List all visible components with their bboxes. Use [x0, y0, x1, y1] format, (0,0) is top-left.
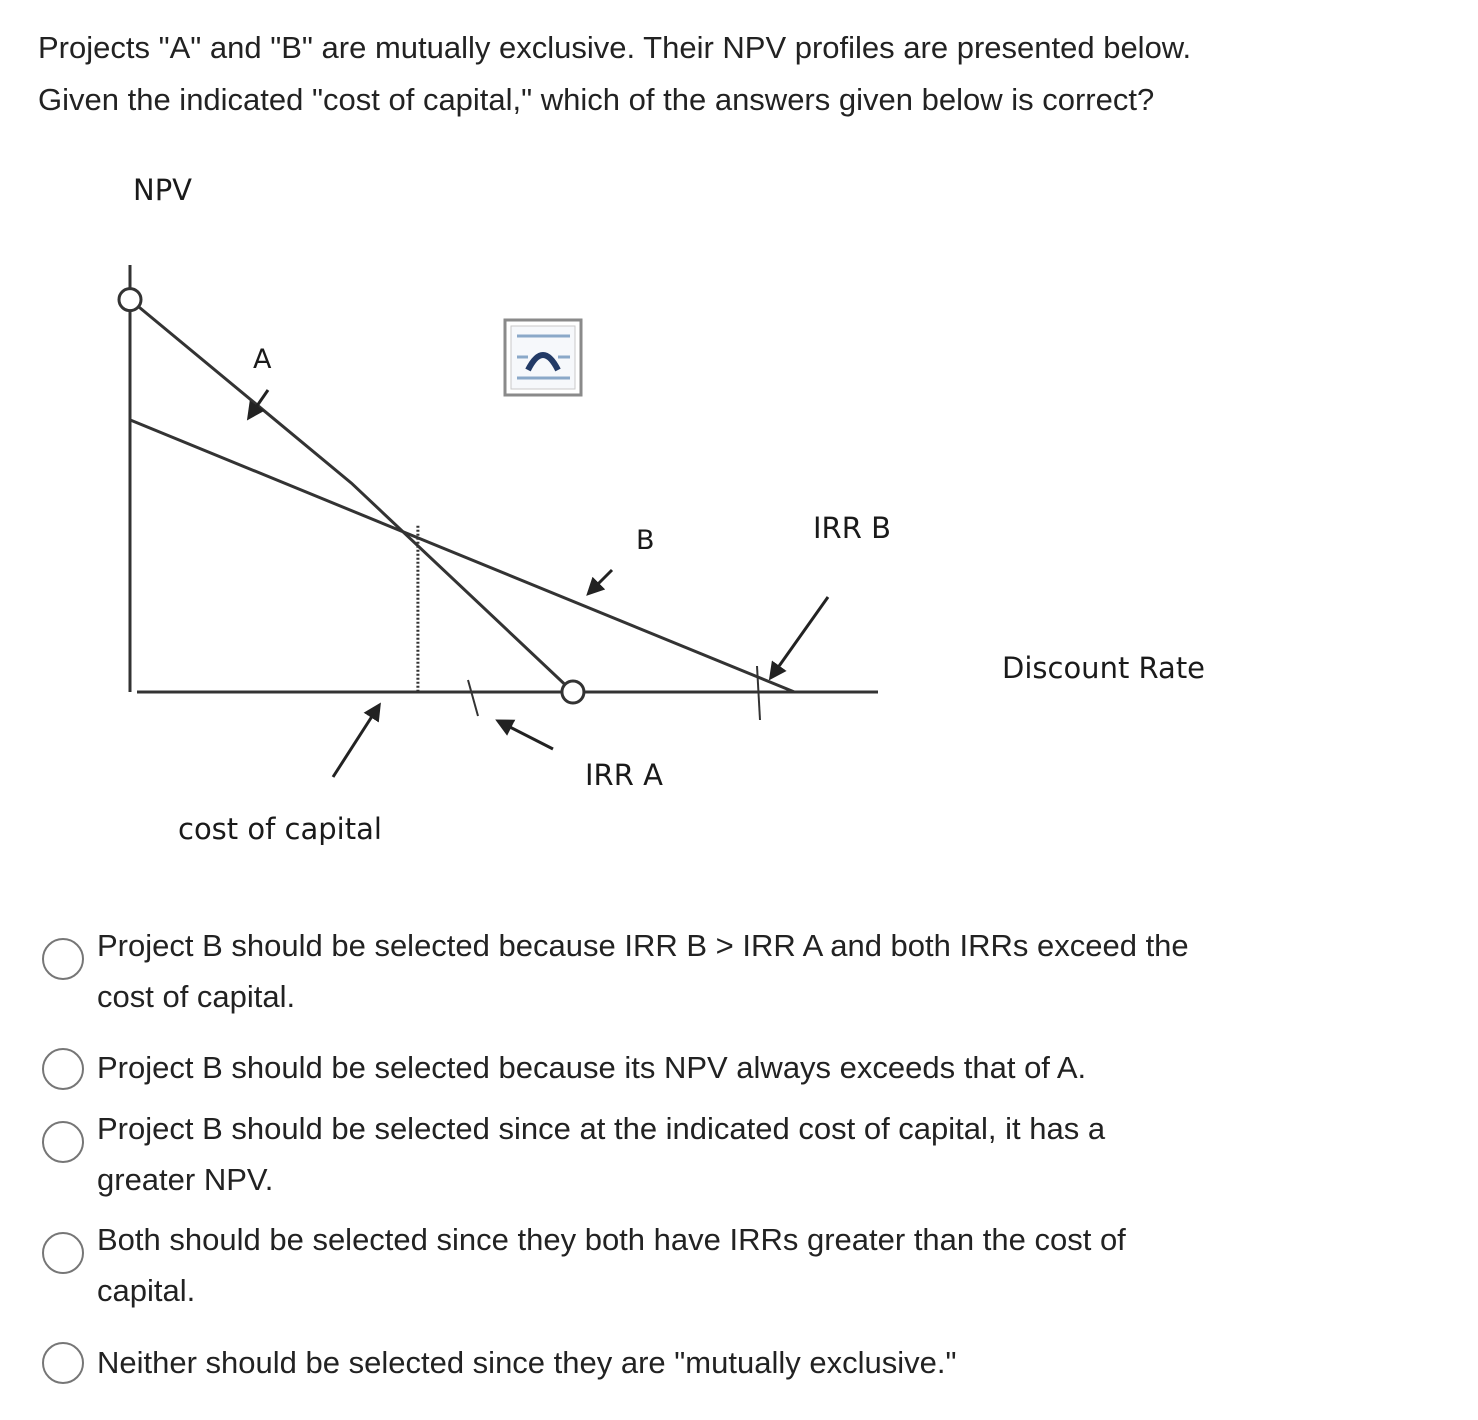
series-b-line	[130, 420, 794, 692]
answer-option-1-text: Project B should be selected because IRR B > IRR A and both IRRs exceed the cost of capital.	[97, 928, 1189, 1014]
answer-option-4-text: Both should be selected since they both have IRRs greater than the cost of capital.	[97, 1222, 1126, 1308]
arrow-irr-a	[500, 722, 553, 749]
question-line-1: Projects "A" and "B" are mutually exclusive. Their NPV profiles are presented below.	[38, 30, 1192, 65]
arrow-irr-b	[772, 597, 828, 676]
irr-a-label: IRR A	[585, 758, 663, 792]
image-placeholder-icon	[505, 320, 581, 395]
series-a-npv-intercept-marker	[119, 289, 141, 311]
radio-button[interactable]	[42, 1121, 84, 1163]
question-line-2: Given the indicated "cost of capital," which of the answers given below is correct?	[38, 82, 1155, 117]
series-b-label: B	[636, 525, 655, 556]
series-a-label: A	[253, 344, 272, 375]
y-axis-label: NPV	[133, 173, 193, 207]
radio-button[interactable]	[42, 1342, 84, 1384]
arrow-cost-of-capital	[333, 707, 378, 777]
radio-button[interactable]	[42, 1232, 84, 1274]
x-axis-label: Discount Rate	[1002, 651, 1206, 685]
cost-of-capital-label: cost of capital	[178, 812, 382, 846]
answer-option-3-text: Project B should be selected since at the indicated cost of capital, it has a greater NPV.	[97, 1111, 1106, 1197]
radio-button[interactable]	[42, 1048, 84, 1090]
arrow-b	[590, 570, 612, 592]
radio-button[interactable]	[42, 938, 84, 980]
answer-option-2-text: Project B should be selected because its NPV always exceeds that of A.	[97, 1050, 1087, 1085]
irr-a-marker	[562, 681, 584, 703]
irr-a-tick	[468, 680, 478, 716]
irr-b-label: IRR B	[813, 511, 891, 545]
answer-option-5-text: Neither should be selected since they are "mutually exclusive."	[97, 1345, 957, 1380]
